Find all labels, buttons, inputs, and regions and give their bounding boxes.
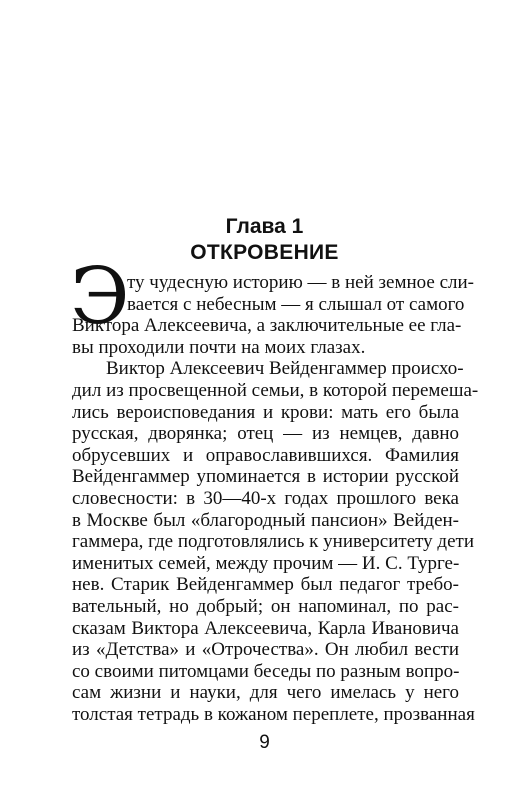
text-line: из «Детства» и «Отрочества». Он любил вести	[72, 639, 459, 661]
text-line: вательный, но добрый; он напоминал, по рас-	[72, 596, 459, 617]
text-line: сам жизни и науки, для чего имелась у него	[72, 682, 459, 704]
text-line: Вейденгаммер упоминается в истории русской	[72, 466, 459, 488]
text-line: вы проходили почти на моих глазах.	[72, 336, 366, 358]
text-line: дил из просвещенной семьи, в которой перемеша-	[72, 380, 479, 401]
text-line: обрусевших и оправославившихся. Фамилия	[72, 444, 459, 466]
text-line: русская, дворянка; отец — из немцев, давно	[72, 423, 459, 445]
page-number: 9	[259, 731, 270, 753]
text-line: Виктор Алексеевич Вейденгаммер происхо-	[106, 358, 464, 380]
text-line: именитых семей, между прочим — И. С. Турге-	[72, 552, 460, 574]
text-line: гаммера, где подготовлялись к университету дети	[72, 531, 475, 553]
text-line: словесности: в 30—40-х годах прошлого века	[72, 488, 459, 509]
drop-cap: Э	[70, 252, 130, 342]
text-line: Виктора Алексеевича, а заключительные ее гла-	[72, 315, 462, 337]
chapter-title: ОТКРОВЕНИЕ	[190, 241, 339, 264]
text-line: толстая тетрадь в кожаном переплете, прозванная	[72, 704, 475, 725]
text-line: вается с небесным — я слышал от самого	[127, 293, 465, 315]
text-line: нев. Старик Вейденгаммер был педагог требо-	[72, 574, 459, 596]
text-line: лись вероисповедания и крови: мать его была	[72, 401, 459, 423]
chapter-label: Глава 1	[225, 215, 304, 238]
text-line: сказам Виктора Алексеевича, Карла Ивановича	[72, 617, 459, 639]
text-line: со своими питомцами беседы по разным вопро-	[72, 660, 460, 682]
text-line: ту чудесную историю — в ней земное сли-	[127, 272, 474, 293]
text-line: в Москве был «благородный пансион» Вейден-	[72, 509, 459, 531]
